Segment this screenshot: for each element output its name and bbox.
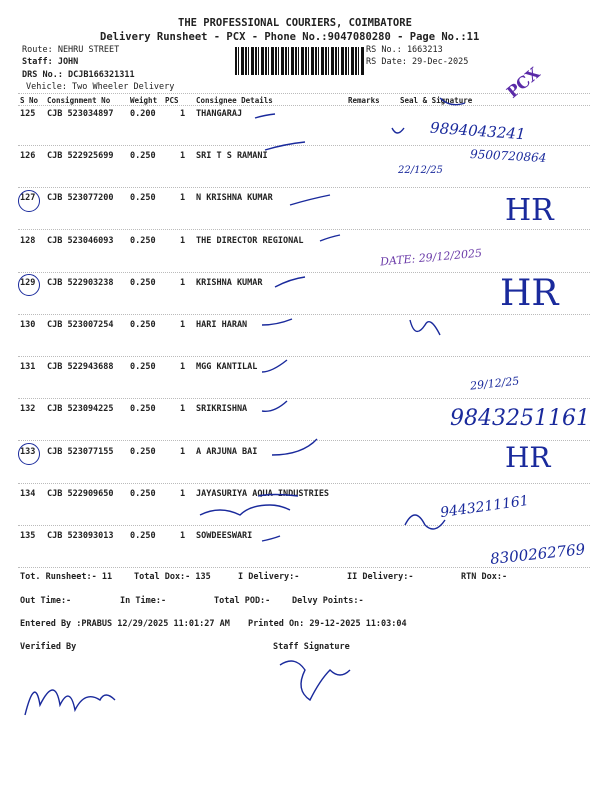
cell-name: N KRISHNA KUMAR xyxy=(196,193,273,204)
verified-by-label: Verified By xyxy=(20,642,77,652)
stamp: PCX xyxy=(502,63,544,102)
handwritten-phone: 9843251161 xyxy=(450,406,590,431)
runsheet-subtitle: Delivery Runsheet - PCX - Phone No.:9047080280 - Page No.:11 xyxy=(100,31,480,43)
cell-cn: CJB 523007254 xyxy=(47,320,114,330)
cell-sno: 135 xyxy=(20,531,36,541)
cell-pcs: 1 xyxy=(180,446,186,457)
cell-name: THE DIRECTOR REGIONAL xyxy=(196,235,304,246)
staff: Staff: JOHN xyxy=(22,57,79,67)
cell-pcs: 1 xyxy=(180,531,186,541)
cell-wt: 0.250 xyxy=(130,446,156,457)
drs-number: DRS No.: DCJB166321311 xyxy=(22,70,135,80)
cell-name: SOWDEESWARI xyxy=(196,531,253,541)
handwritten-date: 22/12/25 xyxy=(398,165,443,176)
i-delivery: I Delivery:- xyxy=(238,572,300,582)
cell-sno: 134 xyxy=(20,488,36,499)
handwritten-initials: HR xyxy=(505,193,554,228)
cell-name: HARI HARAN xyxy=(196,320,248,330)
column-header: PCS xyxy=(165,96,179,105)
handwritten-initials: HR xyxy=(505,441,551,474)
cell-wt: 0.200 xyxy=(130,109,156,119)
rs-number: RS No.: 1663213 xyxy=(366,45,443,55)
column-header: S No xyxy=(20,96,39,105)
cell-sno: 132 xyxy=(20,404,36,415)
cell-name: SRIKRISHNA xyxy=(196,404,248,415)
handwritten-phone: 9500720864 xyxy=(469,147,547,165)
cell-wt: 0.250 xyxy=(130,193,156,204)
staff-signature-label: Staff Signature xyxy=(273,642,350,652)
cell-pcs: 1 xyxy=(180,151,186,162)
cell-name: SRI T S RAMANI xyxy=(196,151,268,162)
cell-wt: 0.250 xyxy=(130,277,156,288)
cell-wt: 0.250 xyxy=(130,362,156,373)
cell-sno: 130 xyxy=(20,320,36,330)
cell-cn: CJB 523077200 xyxy=(47,193,114,204)
delivery-points: Delvy Points:- xyxy=(292,596,364,606)
cell-wt: 0.250 xyxy=(130,235,156,246)
cell-pcs: 1 xyxy=(180,404,186,415)
cell-cn: CJB 523046093 xyxy=(47,235,114,246)
rtn-dox: RTN Dox:- xyxy=(461,572,508,582)
cell-sno: 131 xyxy=(20,362,36,373)
handwritten-phone: 8300262769 xyxy=(489,540,587,568)
cell-name: KRISHNA KUMAR xyxy=(196,277,263,288)
ii-delivery: II Delivery:- xyxy=(347,572,414,582)
column-header: Seal & Signature xyxy=(400,96,473,105)
cell-cn: CJB 523077155 xyxy=(47,446,114,457)
cell-wt: 0.250 xyxy=(130,531,156,541)
cell-cn: CJB 523094225 xyxy=(47,404,114,415)
cell-wt: 0.250 xyxy=(130,151,156,162)
column-header: Remarks xyxy=(348,96,380,105)
cell-pcs: 1 xyxy=(180,277,186,288)
cell-cn: CJB 522903238 xyxy=(47,277,114,288)
cell-name: THANGARAJ xyxy=(196,109,243,119)
cell-sno: 127 xyxy=(20,193,36,204)
out-time: Out Time:- xyxy=(20,596,72,606)
cell-sno: 128 xyxy=(20,235,36,246)
rs-date: RS Date: 29-Dec-2025 xyxy=(366,57,469,67)
row-circle-mark xyxy=(18,443,40,465)
cell-wt: 0.250 xyxy=(130,404,156,415)
cell-wt: 0.250 xyxy=(130,488,156,499)
vehicle: Vehicle: Two Wheeler Delivery xyxy=(26,82,175,92)
total-runsheet: Tot. Runsheet:- 11 xyxy=(20,572,113,582)
column-header: Consignee Details xyxy=(196,96,273,105)
column-header: Weight xyxy=(130,96,158,105)
cell-sno: 125 xyxy=(20,109,36,119)
cell-pcs: 1 xyxy=(180,235,186,246)
cell-sno: 129 xyxy=(20,277,36,288)
total-dox: Total Dox:- 135 xyxy=(134,572,211,582)
column-header: Consignment No xyxy=(47,96,111,105)
cell-cn: CJB 522925699 xyxy=(47,151,114,162)
cell-sno: 133 xyxy=(20,446,36,457)
handwritten-phone: 9443211161 xyxy=(439,492,530,522)
row-circle-mark xyxy=(18,190,40,212)
cell-cn: CJB 522909650 xyxy=(47,488,114,499)
in-time: In Time:- xyxy=(120,596,167,606)
cell-sno: 126 xyxy=(20,151,36,162)
cell-pcs: 1 xyxy=(180,193,186,204)
cell-cn: CJB 523093013 xyxy=(47,531,114,541)
handwritten-date: 29/12/25 xyxy=(469,374,520,393)
cell-cn: CJB 522943688 xyxy=(47,362,114,373)
cell-wt: 0.250 xyxy=(130,320,156,330)
cell-name: A ARJUNA BAI xyxy=(196,446,258,457)
cell-pcs: 1 xyxy=(180,488,186,499)
handwritten-initials: HR xyxy=(500,273,559,314)
entered-by: Entered By :PRABUS 12/29/2025 11:01:27 AM xyxy=(20,619,230,629)
cell-pcs: 1 xyxy=(180,109,186,119)
handwritten-phone: 9894043241 xyxy=(429,118,526,144)
cell-name: JAYASURIYA AQUA INDUSTRIES xyxy=(196,488,330,499)
total-pod: Total POD:- xyxy=(214,596,271,606)
cell-name: MGG KANTILAL xyxy=(196,362,258,373)
cell-cn: CJB 523034897 xyxy=(47,109,114,119)
route: Route: NEHRU STREET xyxy=(22,45,120,55)
row-circle-mark xyxy=(18,274,40,296)
cell-pcs: 1 xyxy=(180,320,186,330)
printed-on: Printed On: 29-12-2025 11:03:04 xyxy=(248,619,407,629)
company-title: THE PROFESSIONAL COURIERS, COIMBATORE xyxy=(178,17,412,29)
cell-pcs: 1 xyxy=(180,362,186,373)
stamp-date: DATE: 29/12/2025 xyxy=(379,246,483,269)
